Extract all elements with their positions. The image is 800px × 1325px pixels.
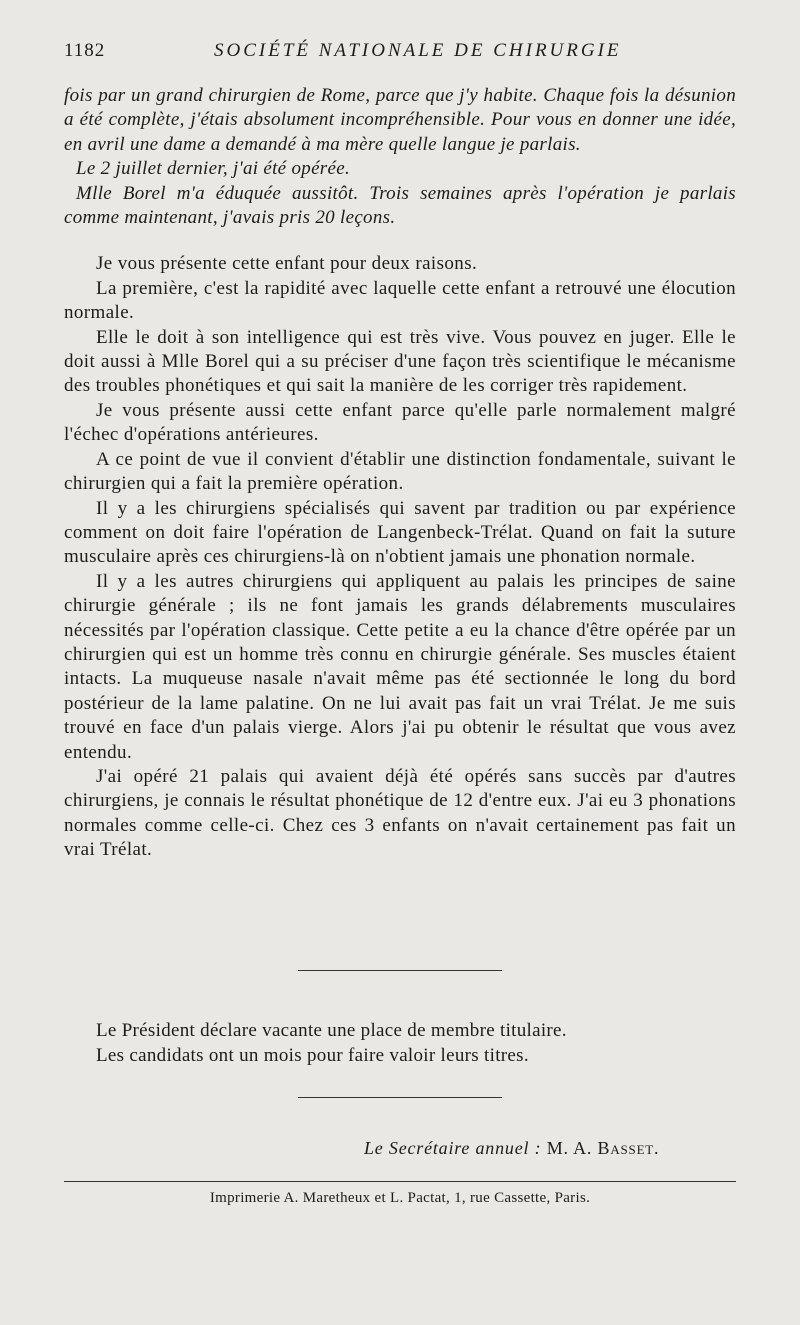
paragraph: Je vous présente aussi cette enfant parce qu'elle parle normalement malgré l'échec d'opérations antérieures. [64, 399, 736, 446]
section-divider [298, 970, 502, 971]
main-discussion [64, 252, 736, 862]
quote-paragraph: Le 2 juillet dernier, j'ai été opérée. [76, 158, 351, 180]
paragraph: Elle le doit à son intelligence qui est très vive. Vous pouvez en juger. Elle le doit aussi à Mlle Borel qui a su préciser d'une façon très scientifique le mécanisme des troubles phonétiques et qui sait la manière de les corriger très rapidement. [64, 326, 736, 397]
signature-line [364, 1138, 659, 1159]
paragraph: La première, c'est la rapidité avec laquelle cette enfant a retrouvé une élocution normale. [64, 277, 736, 324]
paragraph: A ce point de vue il convient d'établir une distinction fondamentale, suivant le chirurgien qui a fait la première opération. [64, 448, 736, 495]
body-text [64, 84, 736, 863]
paragraph: Je vous présente cette enfant pour deux raisons. [96, 253, 478, 275]
quoted-testimony [64, 84, 736, 230]
paragraph: J'ai opéré 21 palais qui avaient déjà été opérés sans succès par d'autres chirurgiens, je connais le résultat phonétique de 12 d'entre eux. J'ai eu 3 phonations normales comme celle-ci. Chez ces 3 enfants on n'avait certainement pas fait un vrai Trélat. [64, 765, 736, 861]
page-number: 1182 [64, 40, 106, 61]
signature-role: Le Secrétaire annuel : [364, 1138, 542, 1158]
quote-paragraph: Mlle Borel m'a éduquée aussitôt. Trois semaines après l'opération je parlais comme maintenant, j'avais pris 20 leçons. [64, 182, 736, 229]
section-divider [298, 1097, 502, 1098]
signature-name: M. A. Basset. [546, 1138, 660, 1158]
closing-announcement [64, 1018, 736, 1068]
page-header [64, 40, 736, 66]
footer-rule [64, 1181, 736, 1182]
paragraph: Il y a les autres chirurgiens qui appliquent au palais les principes de saine chirurgie générale ; ils ne font jamais les grands délabrements musculaires nécessités par l'opération classique. Cette petite a eu la chance d'être opérée par un chirurgien qui est un homme très connu en chirurgie générale. Ses muscles étaient intacts. La muqueuse nasale n'avait même pas été sectionnée le long du bord postérieur de la lame palatine. On ne lui avait pas fait un vrai Trélat. Je me suis trouvé en face d'un palais vierge. Alors j'ai pu obtenir le résultat que vous avez entendu. [64, 570, 736, 763]
running-title: SOCIÉTÉ NATIONALE DE CHIRURGIE [214, 40, 622, 61]
printer-imprint: Imprimerie A. Maretheux et L. Pactat, 1, rue Cassette, Paris. [209, 1190, 591, 1206]
announcement-line: Le Président déclare vacante une place de membre titulaire. [96, 1020, 567, 1041]
paragraph: Il y a les chirurgiens spécialisés qui savent par tradition ou par expérience comment on doit faire l'opération de Langenbeck-Trélat. Quand on fait la suture musculaire après ces chirurgiens-là on n'obtient jamais une phonation normale. [64, 497, 736, 568]
announcement-line: Les candidats ont un mois pour faire valoir leurs titres. [96, 1045, 529, 1066]
quote-paragraph: fois par un grand chirurgien de Rome, parce que j'y habite. Chaque fois la désunion a été complète, j'étais absolument incompréhensible. Pour vous en donner une idée, en avril une dame a demandé à ma mère quelle langue je parlais. [64, 85, 736, 155]
